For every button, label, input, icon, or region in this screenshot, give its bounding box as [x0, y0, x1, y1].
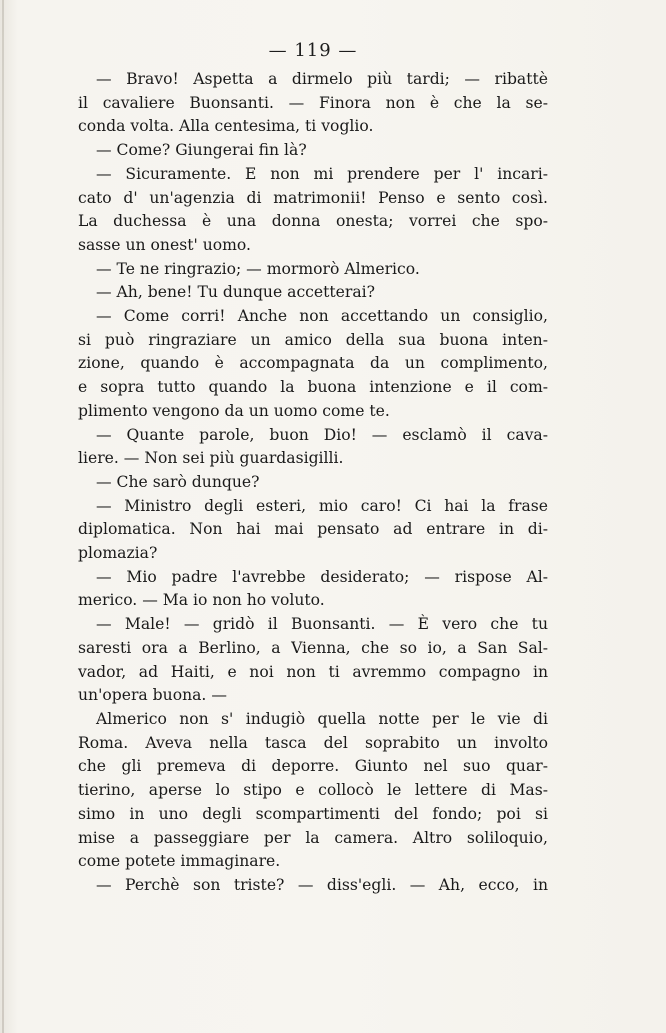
text-line: — Che sarò dunque?: [96, 472, 260, 491]
text-line: — Come? Giungerai fin là?: [96, 141, 307, 160]
text-line: si può ringraziare un amico della sua buona inten-: [78, 330, 548, 349]
text-line: — Perchè son triste? — diss'egli. — Ah, ecco, in: [96, 875, 548, 894]
text-line: — Sicuramente. E non mi prendere per l' incari-: [96, 164, 548, 183]
text-line: mise a passeggiare per la camera. Altro soliloquio,: [78, 828, 548, 847]
text-line: liere. — Non sei più guardasigilli.: [78, 449, 344, 468]
text-line: vador, ad Haiti, e noi non ti avremmo compagno in: [78, 662, 548, 681]
text-line: — Male! — gridò il Buonsanti. — È vero che tu: [96, 615, 548, 634]
text-line: sasse un onest' uomo.: [78, 235, 251, 254]
text-line: — Ministro degli esteri, mio caro! Ci hai la frase: [96, 496, 548, 515]
text-line: plimento vengono da un uomo come te.: [78, 401, 390, 420]
text-line: conda volta. Alla centesima, ti voglio.: [78, 117, 374, 136]
text-line: zione, quando è accompagnata da un complimento,: [78, 354, 548, 373]
body-text: [78, 68, 548, 898]
text-line: — Come corri! Anche non accettando un consiglio,: [96, 307, 548, 326]
text-line: simo in uno degli scompartimenti del fondo; poi si: [78, 804, 548, 823]
text-line: — Bravo! Aspetta a dirmelo più tardi; — ribattè: [96, 70, 548, 88]
text-line: — Quante parole, buon Dio! — esclamò il cava-: [96, 425, 548, 444]
text-line: plomazia?: [78, 544, 158, 563]
text-line: e sopra tutto quando la buona intenzione e il com-: [78, 378, 548, 397]
text-line: che gli premeva di deporre. Giunto nel suo quar-: [78, 757, 548, 776]
text-line: il cavaliere Buonsanti. — Finora non è che la se-: [78, 93, 548, 112]
text-line: un'opera buona. —: [78, 686, 227, 705]
text-line: merico. — Ma io non ho voluto.: [78, 591, 325, 610]
text-line: diplomatica. Non hai mai pensato ad entrare in di-: [78, 520, 548, 539]
text-line: Almerico non s' indugiò quella notte per le vie di: [96, 709, 548, 728]
text-line: cato d' un'agenzia di matrimonii! Penso e sento così.: [78, 188, 548, 207]
text-line: Roma. Aveva nella tasca del soprabito un involto: [78, 733, 548, 752]
text-line: — Mio padre l'avrebbe desiderato; — rispose Al-: [96, 567, 548, 586]
page-number: — 119 —: [268, 40, 358, 61]
text-line: — Te ne ringrazio; — mormorò Almerico.: [96, 259, 420, 278]
text-line: tierino, aperse lo stipo e collocò le lettere di Mas-: [78, 781, 548, 800]
text-line: come potete immaginare.: [78, 852, 281, 871]
text-line: saresti ora a Berlino, a Vienna, che so io, a San Sal-: [78, 638, 548, 657]
page-edge: [2, 0, 4, 1033]
text-line: — Ah, bene! Tu dunque accetterai?: [96, 283, 376, 302]
text-line: La duchessa è una donna onesta; vorrei che spo-: [78, 212, 548, 231]
